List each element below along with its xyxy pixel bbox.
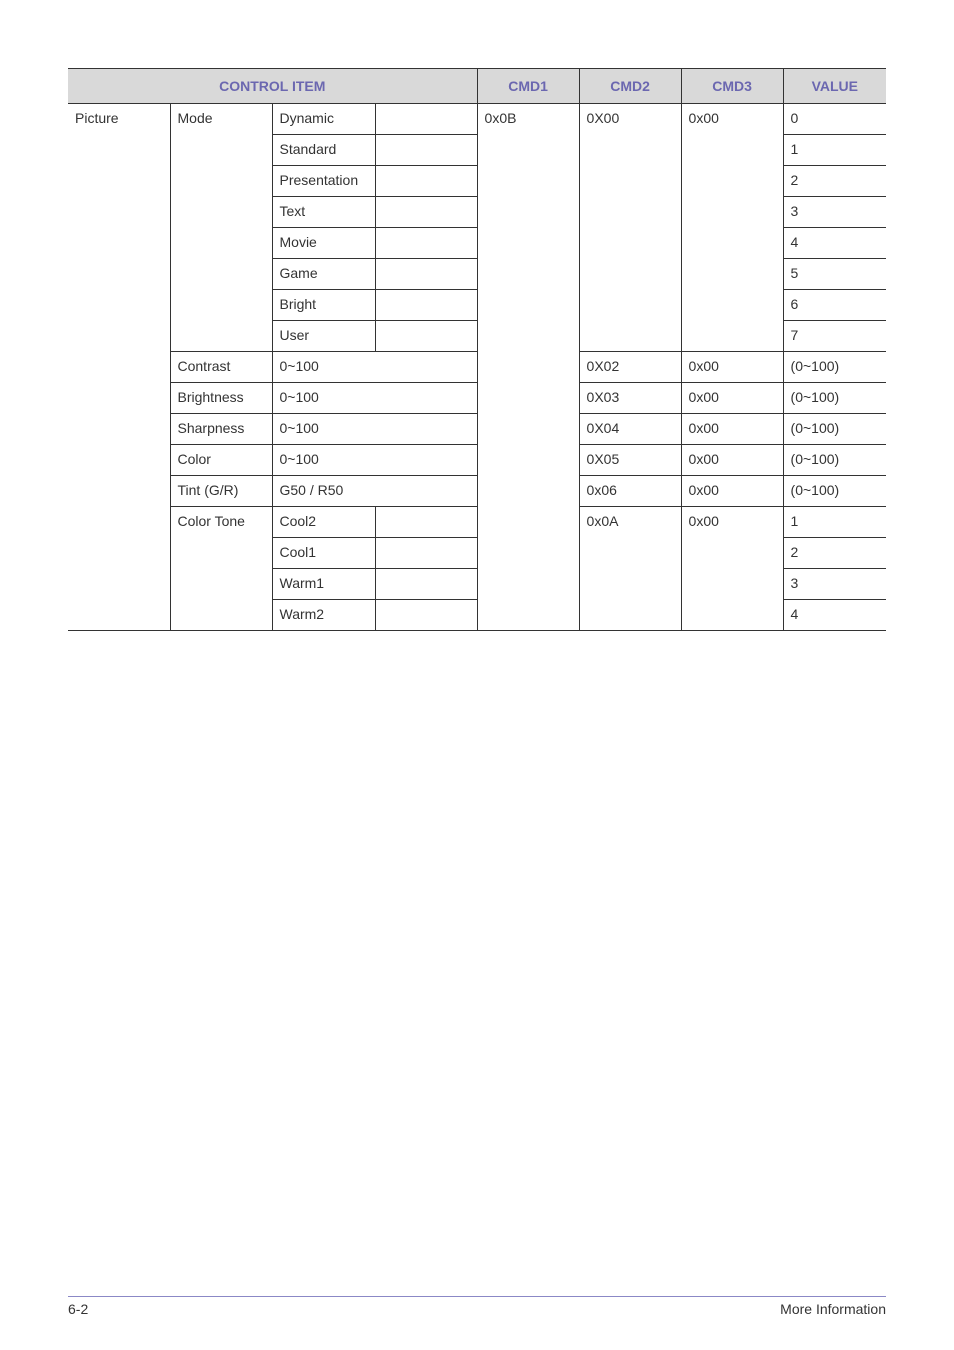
empty-cell <box>375 166 477 197</box>
section-title: More Information <box>780 1301 886 1317</box>
empty-cell <box>375 104 477 135</box>
item-name: Brightness <box>170 383 272 414</box>
table-row <box>68 352 886 383</box>
item-mode: Mode <box>170 104 272 352</box>
item-range: G50 / R50 <box>272 476 477 507</box>
mode-value: 6 <box>783 290 886 321</box>
tone-cmd3: 0x00 <box>681 507 783 631</box>
item-range: 0~100 <box>272 383 477 414</box>
header-cmd1: CMD1 <box>477 69 579 104</box>
mode-option: Game <box>272 259 375 290</box>
item-value: (0~100) <box>783 383 886 414</box>
tone-option: Warm1 <box>272 569 375 600</box>
mode-option: Text <box>272 197 375 228</box>
item-cmd3: 0x00 <box>681 445 783 476</box>
item-name: Color <box>170 445 272 476</box>
item-name: Tint (G/R) <box>170 476 272 507</box>
empty-cell <box>375 135 477 166</box>
mode-value: 7 <box>783 321 886 352</box>
item-cmd2: 0X04 <box>579 414 681 445</box>
footer-divider <box>68 1296 886 1297</box>
cmd1-cell: 0x0B <box>477 104 579 631</box>
table-row <box>68 445 886 476</box>
item-color-tone: Color Tone <box>170 507 272 631</box>
mode-value: 4 <box>783 228 886 259</box>
header-cmd3: CMD3 <box>681 69 783 104</box>
table-row <box>68 414 886 445</box>
table-row <box>68 383 886 414</box>
tone-value: 4 <box>783 600 886 631</box>
header-cmd2: CMD2 <box>579 69 681 104</box>
tone-value: 1 <box>783 507 886 538</box>
table-row <box>68 507 886 538</box>
item-value: (0~100) <box>783 476 886 507</box>
mode-value: 0 <box>783 104 886 135</box>
item-cmd3: 0x00 <box>681 414 783 445</box>
item-cmd3: 0x00 <box>681 476 783 507</box>
mode-cmd2: 0X00 <box>579 104 681 352</box>
empty-cell <box>375 538 477 569</box>
mode-cmd3: 0x00 <box>681 104 783 352</box>
header-row <box>68 69 886 104</box>
item-cmd2: 0X02 <box>579 352 681 383</box>
item-cmd2: 0x06 <box>579 476 681 507</box>
mode-option: Standard <box>272 135 375 166</box>
group-picture: Picture <box>68 104 170 631</box>
empty-cell <box>375 569 477 600</box>
header-value: VALUE <box>783 69 886 104</box>
mode-value: 3 <box>783 197 886 228</box>
empty-cell <box>375 259 477 290</box>
item-range: 0~100 <box>272 414 477 445</box>
mode-option: User <box>272 321 375 352</box>
tone-cmd2: 0x0A <box>579 507 681 631</box>
item-range: 0~100 <box>272 445 477 476</box>
empty-cell <box>375 290 477 321</box>
control-table <box>68 68 886 631</box>
mode-option: Dynamic <box>272 104 375 135</box>
item-value: (0~100) <box>783 352 886 383</box>
item-name: Sharpness <box>170 414 272 445</box>
item-cmd3: 0x00 <box>681 352 783 383</box>
empty-cell <box>375 507 477 538</box>
item-cmd3: 0x00 <box>681 383 783 414</box>
tone-option: Cool1 <box>272 538 375 569</box>
item-range: 0~100 <box>272 352 477 383</box>
empty-cell <box>375 321 477 352</box>
table-row <box>68 104 886 135</box>
tone-option: Warm2 <box>272 600 375 631</box>
tone-value: 3 <box>783 569 886 600</box>
empty-cell <box>375 197 477 228</box>
tone-option: Cool2 <box>272 507 375 538</box>
header-control-item: CONTROL ITEM <box>68 69 477 104</box>
mode-value: 2 <box>783 166 886 197</box>
mode-option: Presentation <box>272 166 375 197</box>
item-value: (0~100) <box>783 414 886 445</box>
table-row <box>68 476 886 507</box>
item-name: Contrast <box>170 352 272 383</box>
empty-cell <box>375 600 477 631</box>
mode-value: 1 <box>783 135 886 166</box>
item-value: (0~100) <box>783 445 886 476</box>
mode-value: 5 <box>783 259 886 290</box>
mode-option: Movie <box>272 228 375 259</box>
item-cmd2: 0X03 <box>579 383 681 414</box>
mode-option: Bright <box>272 290 375 321</box>
page-number: 6-2 <box>68 1301 89 1317</box>
empty-cell <box>375 228 477 259</box>
tone-value: 2 <box>783 538 886 569</box>
item-cmd2: 0X05 <box>579 445 681 476</box>
